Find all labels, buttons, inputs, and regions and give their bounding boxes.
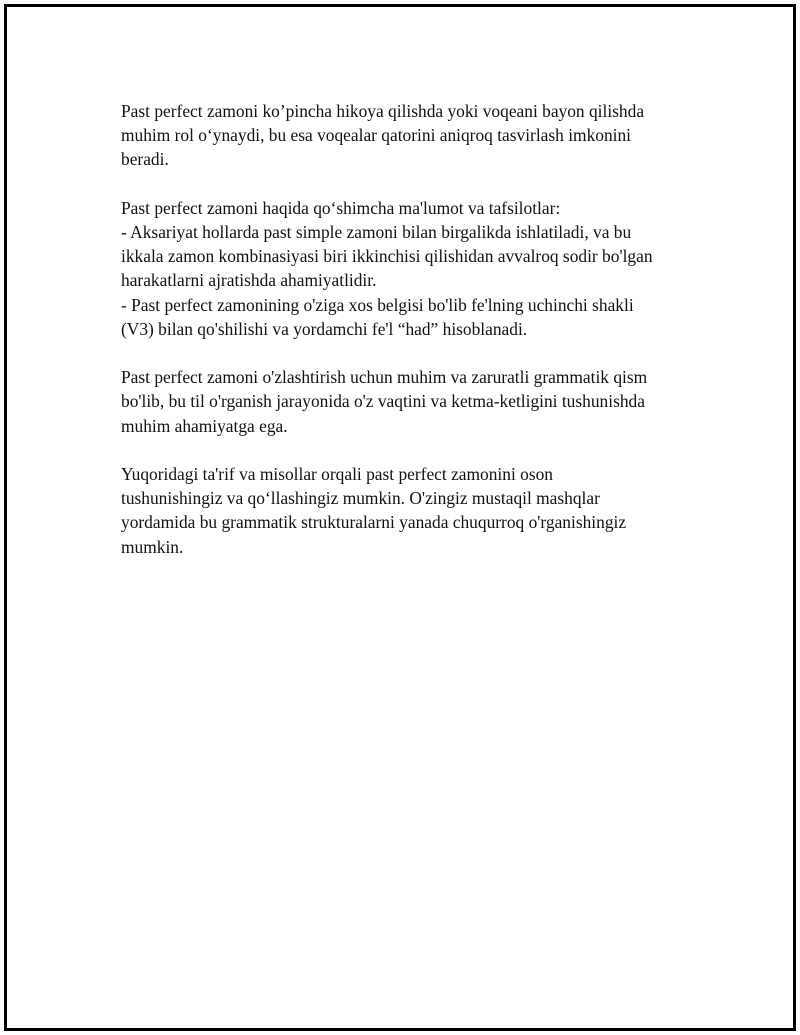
paragraph-importance: Past perfect zamoni o'zlashtirish uchun muhim va zaruratli grammatik qism bo'lib, bu til o'rganish jarayonida o'z vaqtini va ketma-ketligini tushunishda muhim ahamiyatga ega. bbox=[121, 367, 648, 436]
paragraph-details: Past perfect zamoni haqida qo‘shimcha ma'lumot va tafsilotlar: - Aksariyat hollarda past simple zamoni bilan birgalikda ishlatiladi, va bu ikkala zamon kombinasiyasi biri ikkinchisi qilishidan avvalroq sodir bo'lgan harakatlarni ajratishda ahamiyatlidir. - Past perfect zamonining o'ziga xos belgisi bo'lib fe'lning uchinchi shakli (V3) bilan qo'shilishi va yordamchi fe'l “had” hisoblanadi. bbox=[121, 197, 653, 339]
paragraph-intro: Past perfect zamoni ko’pincha hikoya qilishda yoki voqeani bayon qilishda muhim rol o‘ynaydi, bu esa voqealar qatorini aniqroq tasvirlash imkonini beradi. bbox=[121, 101, 645, 170]
paragraph-conclusion: Yuqoridagi ta'rif va misollar orqali past perfect zamonini oson tushunishingiz va qo‘llashingiz mumkin. O'zingiz mustaqil mashqlar yordamida bu grammatik strukturalarni yanada chuqurroq o'rganishingiz mumkin. bbox=[121, 464, 627, 557]
page-frame bbox=[4, 4, 796, 1031]
document-body bbox=[121, 99, 701, 559]
